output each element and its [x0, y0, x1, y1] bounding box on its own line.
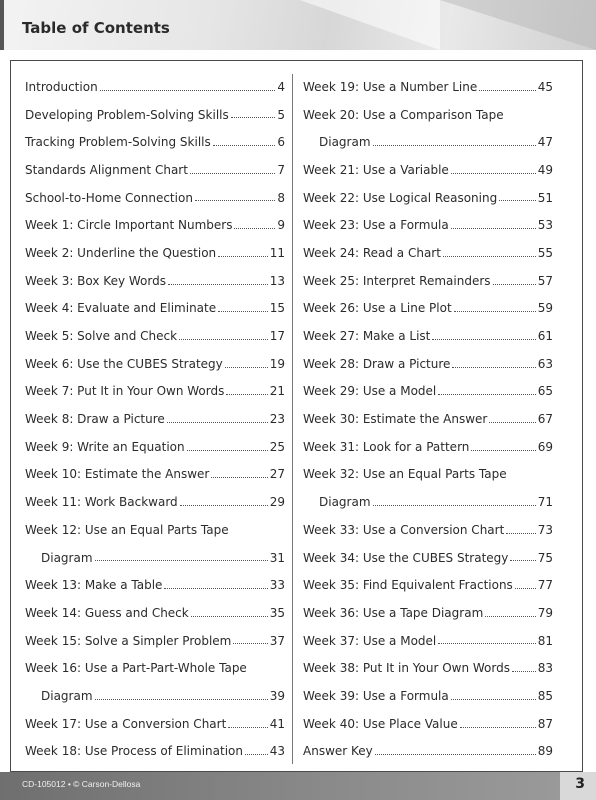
- toc-entry-title: Week 5: Solve and Check: [25, 329, 178, 344]
- dot-leader: [451, 699, 536, 700]
- toc-entry-title: Week 18: Use Process of Elimination: [25, 744, 243, 759]
- toc-entry: [25, 267, 285, 295]
- toc-entry: [303, 654, 553, 682]
- toc-entry-title: Week 34: Use the CUBES Strategy: [303, 550, 509, 565]
- toc-entry-title: Standards Alignment Chart: [25, 162, 188, 177]
- toc-entry: [303, 516, 553, 544]
- toc-entry-page: 77: [537, 578, 553, 593]
- dot-leader: [218, 311, 268, 312]
- toc-entry: [303, 350, 553, 378]
- toc-entry-title: Week 35: Find Equivalent Fractions: [303, 578, 513, 593]
- dot-leader: [373, 505, 536, 506]
- dot-leader: [231, 117, 276, 118]
- toc-entry-page: 25: [269, 439, 285, 454]
- dot-leader: [485, 616, 535, 617]
- toc-entry: [303, 378, 553, 406]
- toc-entry: [303, 211, 553, 239]
- dot-leader: [190, 173, 275, 174]
- toc-entry-page: 57: [537, 273, 553, 288]
- toc-entry-title: Tracking Problem-Solving Skills: [25, 135, 211, 150]
- toc-entry-title: Week 2: Underline the Question: [25, 245, 217, 260]
- dot-leader: [515, 588, 536, 589]
- dot-leader: [164, 588, 267, 589]
- toc-entry-title: Week 9: Write an Equation: [25, 439, 185, 454]
- toc-entry-title: Introduction: [25, 79, 98, 94]
- toc-entry: [25, 101, 285, 129]
- toc-entry-title: Week 11: Work Backward: [25, 495, 178, 510]
- toc-entry: [25, 184, 285, 212]
- toc-entry-title: Week 31: Look for a Pattern: [303, 439, 470, 454]
- toc-entry-title: Week 20: Use a Comparison Tape: [303, 107, 504, 122]
- toc-entry-title: School-to-Home Connection: [25, 190, 193, 205]
- dot-leader: [245, 754, 268, 755]
- toc-entry-title: Week 36: Use a Tape Diagram: [303, 605, 484, 620]
- dot-leader: [489, 422, 535, 423]
- toc-entry-title: Week 29: Use a Model: [303, 384, 437, 399]
- toc-entry-title: Week 21: Use a Variable: [303, 162, 449, 177]
- toc-entry-page: 63: [537, 356, 553, 371]
- dot-leader: [432, 339, 535, 340]
- dot-leader: [226, 394, 267, 395]
- toc-entry: [25, 405, 285, 433]
- toc-entry-page: 45: [537, 79, 553, 94]
- dot-leader: [195, 200, 275, 201]
- toc-entry-page: 6: [277, 135, 285, 150]
- dot-leader: [168, 284, 268, 285]
- toc-entry-title: Week 6: Use the CUBES Strategy: [25, 356, 223, 371]
- toc-entry-page: 41: [269, 716, 285, 731]
- dot-leader: [479, 90, 535, 91]
- toc-entry-title: Week 12: Use an Equal Parts Tape: [25, 522, 229, 537]
- dot-leader: [506, 533, 535, 534]
- dot-leader: [375, 754, 536, 755]
- toc-entry-page: 65: [537, 384, 553, 399]
- toc-entry-title: Diagram: [319, 495, 371, 510]
- toc-entry: [25, 461, 285, 489]
- toc-entry-page: 51: [537, 190, 553, 205]
- toc-entry-title: Week 14: Guess and Check: [25, 605, 189, 620]
- dot-leader: [451, 173, 536, 174]
- toc-entry-title: Week 37: Use a Model: [303, 633, 437, 648]
- toc-entry: [303, 461, 553, 489]
- dot-leader: [95, 560, 268, 561]
- toc-entry-page: 61: [537, 329, 553, 344]
- toc-entry-title: Week 39: Use a Formula: [303, 688, 449, 703]
- toc-entry-title: Week 17: Use a Conversion Chart: [25, 716, 227, 731]
- toc-entry-title: Week 16: Use a Part-Part-Whole Tape: [25, 661, 247, 676]
- toc-left-column: [25, 73, 285, 765]
- toc-entry: [303, 544, 553, 572]
- toc-entry-page: 5: [277, 107, 285, 122]
- toc-entry-title: Week 1: Circle Important Numbers: [25, 218, 233, 233]
- toc-entry-page: 8: [277, 190, 285, 205]
- toc-entry: [303, 184, 553, 212]
- toc-entry: [25, 239, 285, 267]
- dot-leader: [233, 643, 267, 644]
- dot-leader: [452, 367, 535, 368]
- toc-entry: [303, 73, 553, 101]
- toc-entry-page: 55: [537, 245, 553, 260]
- toc-entry: [25, 128, 285, 156]
- toc-entry: [303, 239, 553, 267]
- toc-entry: [25, 682, 285, 710]
- dot-leader: [213, 145, 276, 146]
- toc-entry-page: 79: [537, 605, 553, 620]
- toc-entry: [25, 710, 285, 738]
- toc-entry-title: Week 25: Interpret Remainders: [303, 273, 491, 288]
- dot-leader: [100, 90, 276, 91]
- toc-entry-page: 59: [537, 301, 553, 316]
- toc-entry: [25, 627, 285, 655]
- dot-leader: [512, 671, 536, 672]
- page-header: [0, 0, 596, 50]
- toc-entry: [25, 378, 285, 406]
- toc-right-column: [303, 73, 553, 765]
- toc-entry-title: Week 7: Put It in Your Own Words: [25, 384, 225, 399]
- page-number: 3: [575, 776, 585, 792]
- toc-entry: [303, 488, 553, 516]
- toc-entry: [25, 544, 285, 572]
- toc-entry-page: 47: [537, 135, 553, 150]
- toc-entry-page: 73: [537, 522, 553, 537]
- toc-entry: [303, 156, 553, 184]
- header-facet-light: [300, 0, 440, 50]
- toc-entry-title: Week 26: Use a Line Plot: [303, 301, 452, 316]
- toc-entry: [303, 627, 553, 655]
- page-title: Table of Contents: [22, 19, 170, 37]
- toc-entry-page: 4: [277, 79, 285, 94]
- toc-entry: [303, 128, 553, 156]
- toc-entry-page: 19: [269, 356, 285, 371]
- toc-entry: [25, 156, 285, 184]
- header-edge: [0, 0, 4, 50]
- dot-leader: [454, 311, 536, 312]
- column-divider: [292, 74, 293, 764]
- dot-leader: [438, 394, 535, 395]
- dot-leader: [167, 422, 268, 423]
- toc-entry-page: 83: [537, 661, 553, 676]
- toc-entry-page: 71: [537, 495, 553, 510]
- toc-entry-title: Week 23: Use a Formula: [303, 218, 449, 233]
- toc-entry-title: Week 10: Estimate the Answer: [25, 467, 210, 482]
- toc-entry: [25, 571, 285, 599]
- dot-leader: [460, 727, 536, 728]
- toc-entry-page: 11: [269, 245, 285, 260]
- footer-credit: CD-105012 • © Carson-Dellosa: [22, 779, 141, 789]
- toc-entry: [303, 101, 553, 129]
- dot-leader: [218, 256, 268, 257]
- toc-entry-page: 37: [269, 633, 285, 648]
- dot-leader: [187, 450, 268, 451]
- page-footer: [0, 772, 596, 800]
- dot-leader: [234, 228, 275, 229]
- toc-entry-page: 27: [269, 467, 285, 482]
- dot-leader: [373, 145, 536, 146]
- toc-entry-page: 35: [269, 605, 285, 620]
- toc-entry-page: 31: [269, 550, 285, 565]
- toc-entry-page: 17: [269, 329, 285, 344]
- toc-entry-title: Week 8: Draw a Picture: [25, 412, 165, 427]
- toc-entry-page: 15: [269, 301, 285, 316]
- toc-entry-page: 85: [537, 688, 553, 703]
- toc-entry-title: Diagram: [41, 688, 93, 703]
- toc-entry-title: Answer Key: [303, 744, 373, 759]
- toc-entry: [303, 710, 553, 738]
- dot-leader: [225, 367, 268, 368]
- toc-entry: [25, 738, 285, 766]
- toc-entry-page: 33: [269, 578, 285, 593]
- toc-entry-page: 23: [269, 412, 285, 427]
- toc-entry-page: 9: [277, 218, 285, 233]
- toc-entry: [25, 516, 285, 544]
- toc-entry: [303, 433, 553, 461]
- toc-entry-title: Week 27: Make a List: [303, 329, 431, 344]
- toc-entry-page: 75: [537, 550, 553, 565]
- toc-entry-page: 49: [537, 162, 553, 177]
- toc-entry-title: Week 15: Solve a Simpler Problem: [25, 633, 232, 648]
- toc-entry: [25, 295, 285, 323]
- toc-entry-title: Week 19: Use a Number Line: [303, 79, 478, 94]
- toc-entry: [303, 571, 553, 599]
- dot-leader: [510, 560, 535, 561]
- toc-entry-title: Week 28: Draw a Picture: [303, 356, 451, 371]
- toc-entry-title: Diagram: [41, 550, 93, 565]
- dot-leader: [211, 477, 267, 478]
- dot-leader: [180, 505, 268, 506]
- toc-entry-title: Week 33: Use a Conversion Chart: [303, 522, 505, 537]
- toc-entry-title: Week 30: Estimate the Answer: [303, 412, 488, 427]
- toc-entry-page: 89: [537, 744, 553, 759]
- dot-leader: [471, 450, 535, 451]
- toc-entry: [25, 654, 285, 682]
- toc-entry: [303, 599, 553, 627]
- toc-entry: [303, 738, 553, 766]
- header-facet-dark: [440, 0, 596, 50]
- toc-entry: [303, 405, 553, 433]
- toc-entry-page: 39: [269, 688, 285, 703]
- dot-leader: [499, 200, 536, 201]
- dot-leader: [451, 228, 536, 229]
- toc-entry: [25, 211, 285, 239]
- toc-entry-page: 67: [537, 412, 553, 427]
- dot-leader: [493, 284, 536, 285]
- dot-leader: [191, 616, 268, 617]
- toc-entry-page: 43: [269, 744, 285, 759]
- toc-entry-page: 7: [277, 162, 285, 177]
- dot-leader: [95, 699, 268, 700]
- toc-entry-page: 81: [537, 633, 553, 648]
- toc-entry: [303, 322, 553, 350]
- toc-entry: [25, 73, 285, 101]
- toc-entry: [303, 295, 553, 323]
- toc-entry-title: Week 32: Use an Equal Parts Tape: [303, 467, 507, 482]
- dot-leader: [443, 256, 536, 257]
- toc-entry: [303, 682, 553, 710]
- dot-leader: [438, 643, 535, 644]
- toc-entry-title: Week 3: Box Key Words: [25, 273, 166, 288]
- toc-entry-page: 21: [269, 384, 285, 399]
- toc-entry-page: 69: [537, 439, 553, 454]
- toc-entry: [25, 433, 285, 461]
- toc-entry: [25, 350, 285, 378]
- toc-entry-title: Week 13: Make a Table: [25, 578, 163, 593]
- toc-entry-title: Week 22: Use Logical Reasoning: [303, 190, 498, 205]
- toc-entry-page: 29: [269, 495, 285, 510]
- toc-entry-page: 87: [537, 716, 553, 731]
- toc-entry: [303, 267, 553, 295]
- toc-entry-title: Week 4: Evaluate and Eliminate: [25, 301, 217, 316]
- dot-leader: [179, 339, 268, 340]
- toc-entry: [25, 599, 285, 627]
- toc-entry-title: Week 40: Use Place Value: [303, 716, 458, 731]
- dot-leader: [228, 727, 267, 728]
- toc-entry: [25, 488, 285, 516]
- toc-entry-title: Diagram: [319, 135, 371, 150]
- toc-entry-page: 13: [269, 273, 285, 288]
- toc-entry-title: Week 38: Put It in Your Own Words: [303, 661, 510, 676]
- toc-entry-page: 53: [537, 218, 553, 233]
- toc-entry: [25, 322, 285, 350]
- toc-entry-title: Week 24: Read a Chart: [303, 245, 441, 260]
- toc-entry-title: Developing Problem-Solving Skills: [25, 107, 229, 122]
